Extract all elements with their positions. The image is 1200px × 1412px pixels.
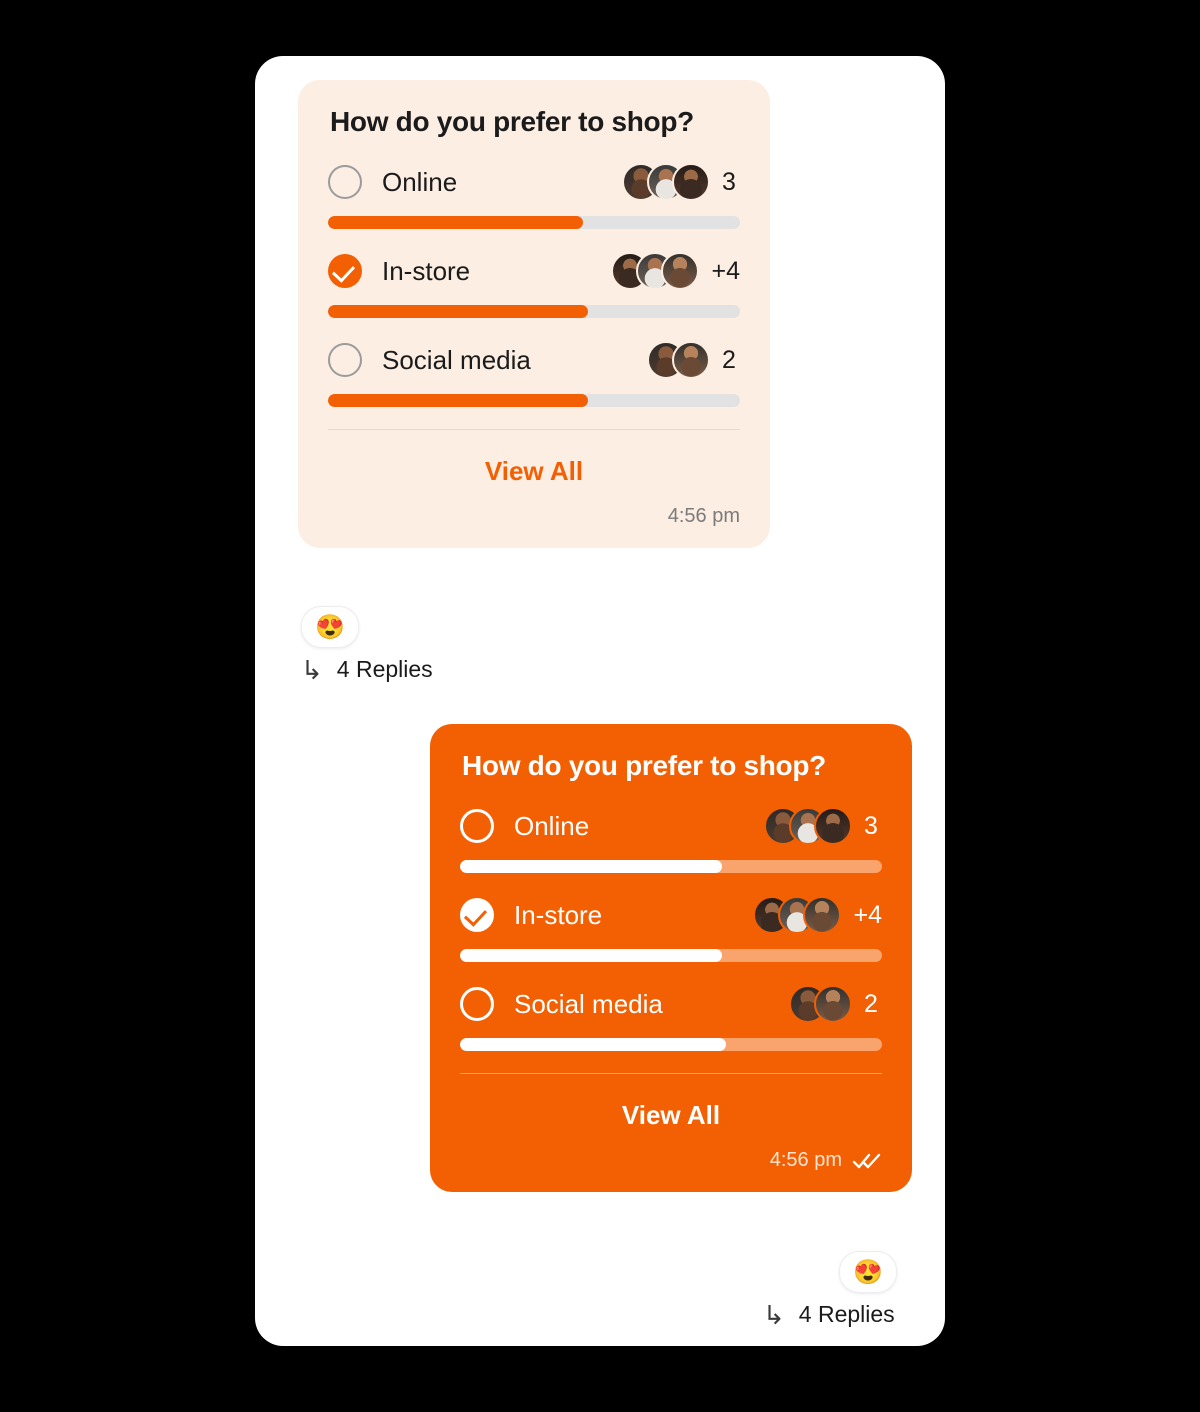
view-all-button[interactable]: View All — [484, 456, 584, 486]
timestamp: 4:56 pm — [769, 1149, 842, 1171]
poll-option-bar — [328, 216, 740, 229]
replies-label: 4 Replies — [336, 656, 433, 682]
poll-option-voters[interactable] — [789, 985, 882, 1023]
radio-selected-icon[interactable] — [460, 898, 494, 932]
poll-option-count: +4 — [853, 900, 882, 929]
poll-option-bar — [460, 949, 882, 962]
poll-option-bar-fill — [328, 394, 588, 407]
poll-question: How do you prefer to shop? — [330, 106, 694, 137]
avatar — [661, 252, 699, 290]
replies-label: 4 Replies — [798, 1301, 895, 1327]
avatar-stack[interactable] — [622, 163, 710, 201]
radio-selected-icon[interactable] — [328, 254, 362, 288]
poll-option-bar — [460, 1038, 882, 1051]
poll-option[interactable] — [328, 251, 740, 318]
avatar — [814, 985, 852, 1023]
poll-option-count: 2 — [722, 345, 736, 374]
poll-option[interactable] — [460, 895, 882, 962]
replies-link[interactable] — [301, 656, 433, 683]
poll-option-voters[interactable] — [764, 807, 882, 845]
poll-option-count: 3 — [864, 811, 878, 840]
message-meta — [328, 505, 740, 534]
reply-arrow-icon: ↳ — [301, 654, 323, 685]
heart-eyes-emoji-icon: 😍 — [315, 613, 345, 641]
heart-eyes-emoji-icon: 😍 — [853, 1258, 883, 1286]
poll-option-voters[interactable] — [611, 252, 740, 290]
poll-option-bar — [328, 394, 740, 407]
replies-link[interactable] — [763, 1301, 895, 1328]
chat-screen — [255, 56, 945, 1346]
reply-arrow-icon: ↳ — [763, 1299, 785, 1330]
poll-option-label: In-store — [514, 899, 603, 930]
radio-unselected-icon[interactable] — [460, 987, 494, 1021]
poll-option-voters[interactable] — [622, 163, 740, 201]
poll-option-bar-fill — [460, 1038, 726, 1051]
avatar-stack[interactable] — [753, 896, 841, 934]
radio-unselected-icon[interactable] — [328, 165, 362, 199]
poll-option-label: Online — [514, 810, 590, 841]
avatar-stack[interactable] — [647, 341, 710, 379]
poll-option-count: 3 — [722, 167, 736, 196]
avatar-stack[interactable] — [764, 807, 852, 845]
poll-option-bar-fill — [328, 305, 588, 318]
avatar — [672, 341, 710, 379]
radio-unselected-icon[interactable] — [328, 343, 362, 377]
poll-option-bar — [328, 305, 740, 318]
radio-unselected-icon[interactable] — [460, 809, 494, 843]
poll-card-incoming[interactable] — [298, 80, 770, 548]
avatar-stack[interactable] — [611, 252, 699, 290]
poll-option-label: Social media — [514, 988, 663, 1019]
poll-option-bar-fill — [460, 949, 722, 962]
double-check-icon — [852, 1152, 882, 1170]
avatar — [672, 163, 710, 201]
avatar-stack[interactable] — [789, 985, 852, 1023]
poll-option-voters[interactable] — [647, 341, 740, 379]
avatar — [814, 807, 852, 845]
poll-option[interactable] — [460, 806, 882, 873]
poll-option-voters[interactable] — [753, 896, 882, 934]
poll-option-bar — [460, 860, 882, 873]
avatar — [803, 896, 841, 934]
poll-option[interactable] — [328, 340, 740, 407]
poll-question: How do you prefer to shop? — [462, 750, 826, 781]
reaction-badge[interactable] — [301, 606, 359, 648]
poll-card-outgoing[interactable] — [430, 724, 912, 1192]
view-all-button[interactable]: View All — [621, 1100, 721, 1130]
poll-option[interactable] — [460, 984, 882, 1051]
poll-option-count: +4 — [711, 256, 740, 285]
poll-option-label: Online — [382, 166, 458, 197]
message-meta — [460, 1149, 882, 1178]
reaction-badge[interactable] — [839, 1251, 897, 1293]
poll-option-bar-fill — [460, 860, 722, 873]
poll-option-bar-fill — [328, 216, 583, 229]
timestamp: 4:56 pm — [667, 505, 740, 527]
poll-option-label: In-store — [382, 255, 471, 286]
poll-option[interactable] — [328, 162, 740, 229]
poll-option-label: Social media — [382, 344, 531, 375]
poll-option-count: 2 — [864, 989, 878, 1018]
